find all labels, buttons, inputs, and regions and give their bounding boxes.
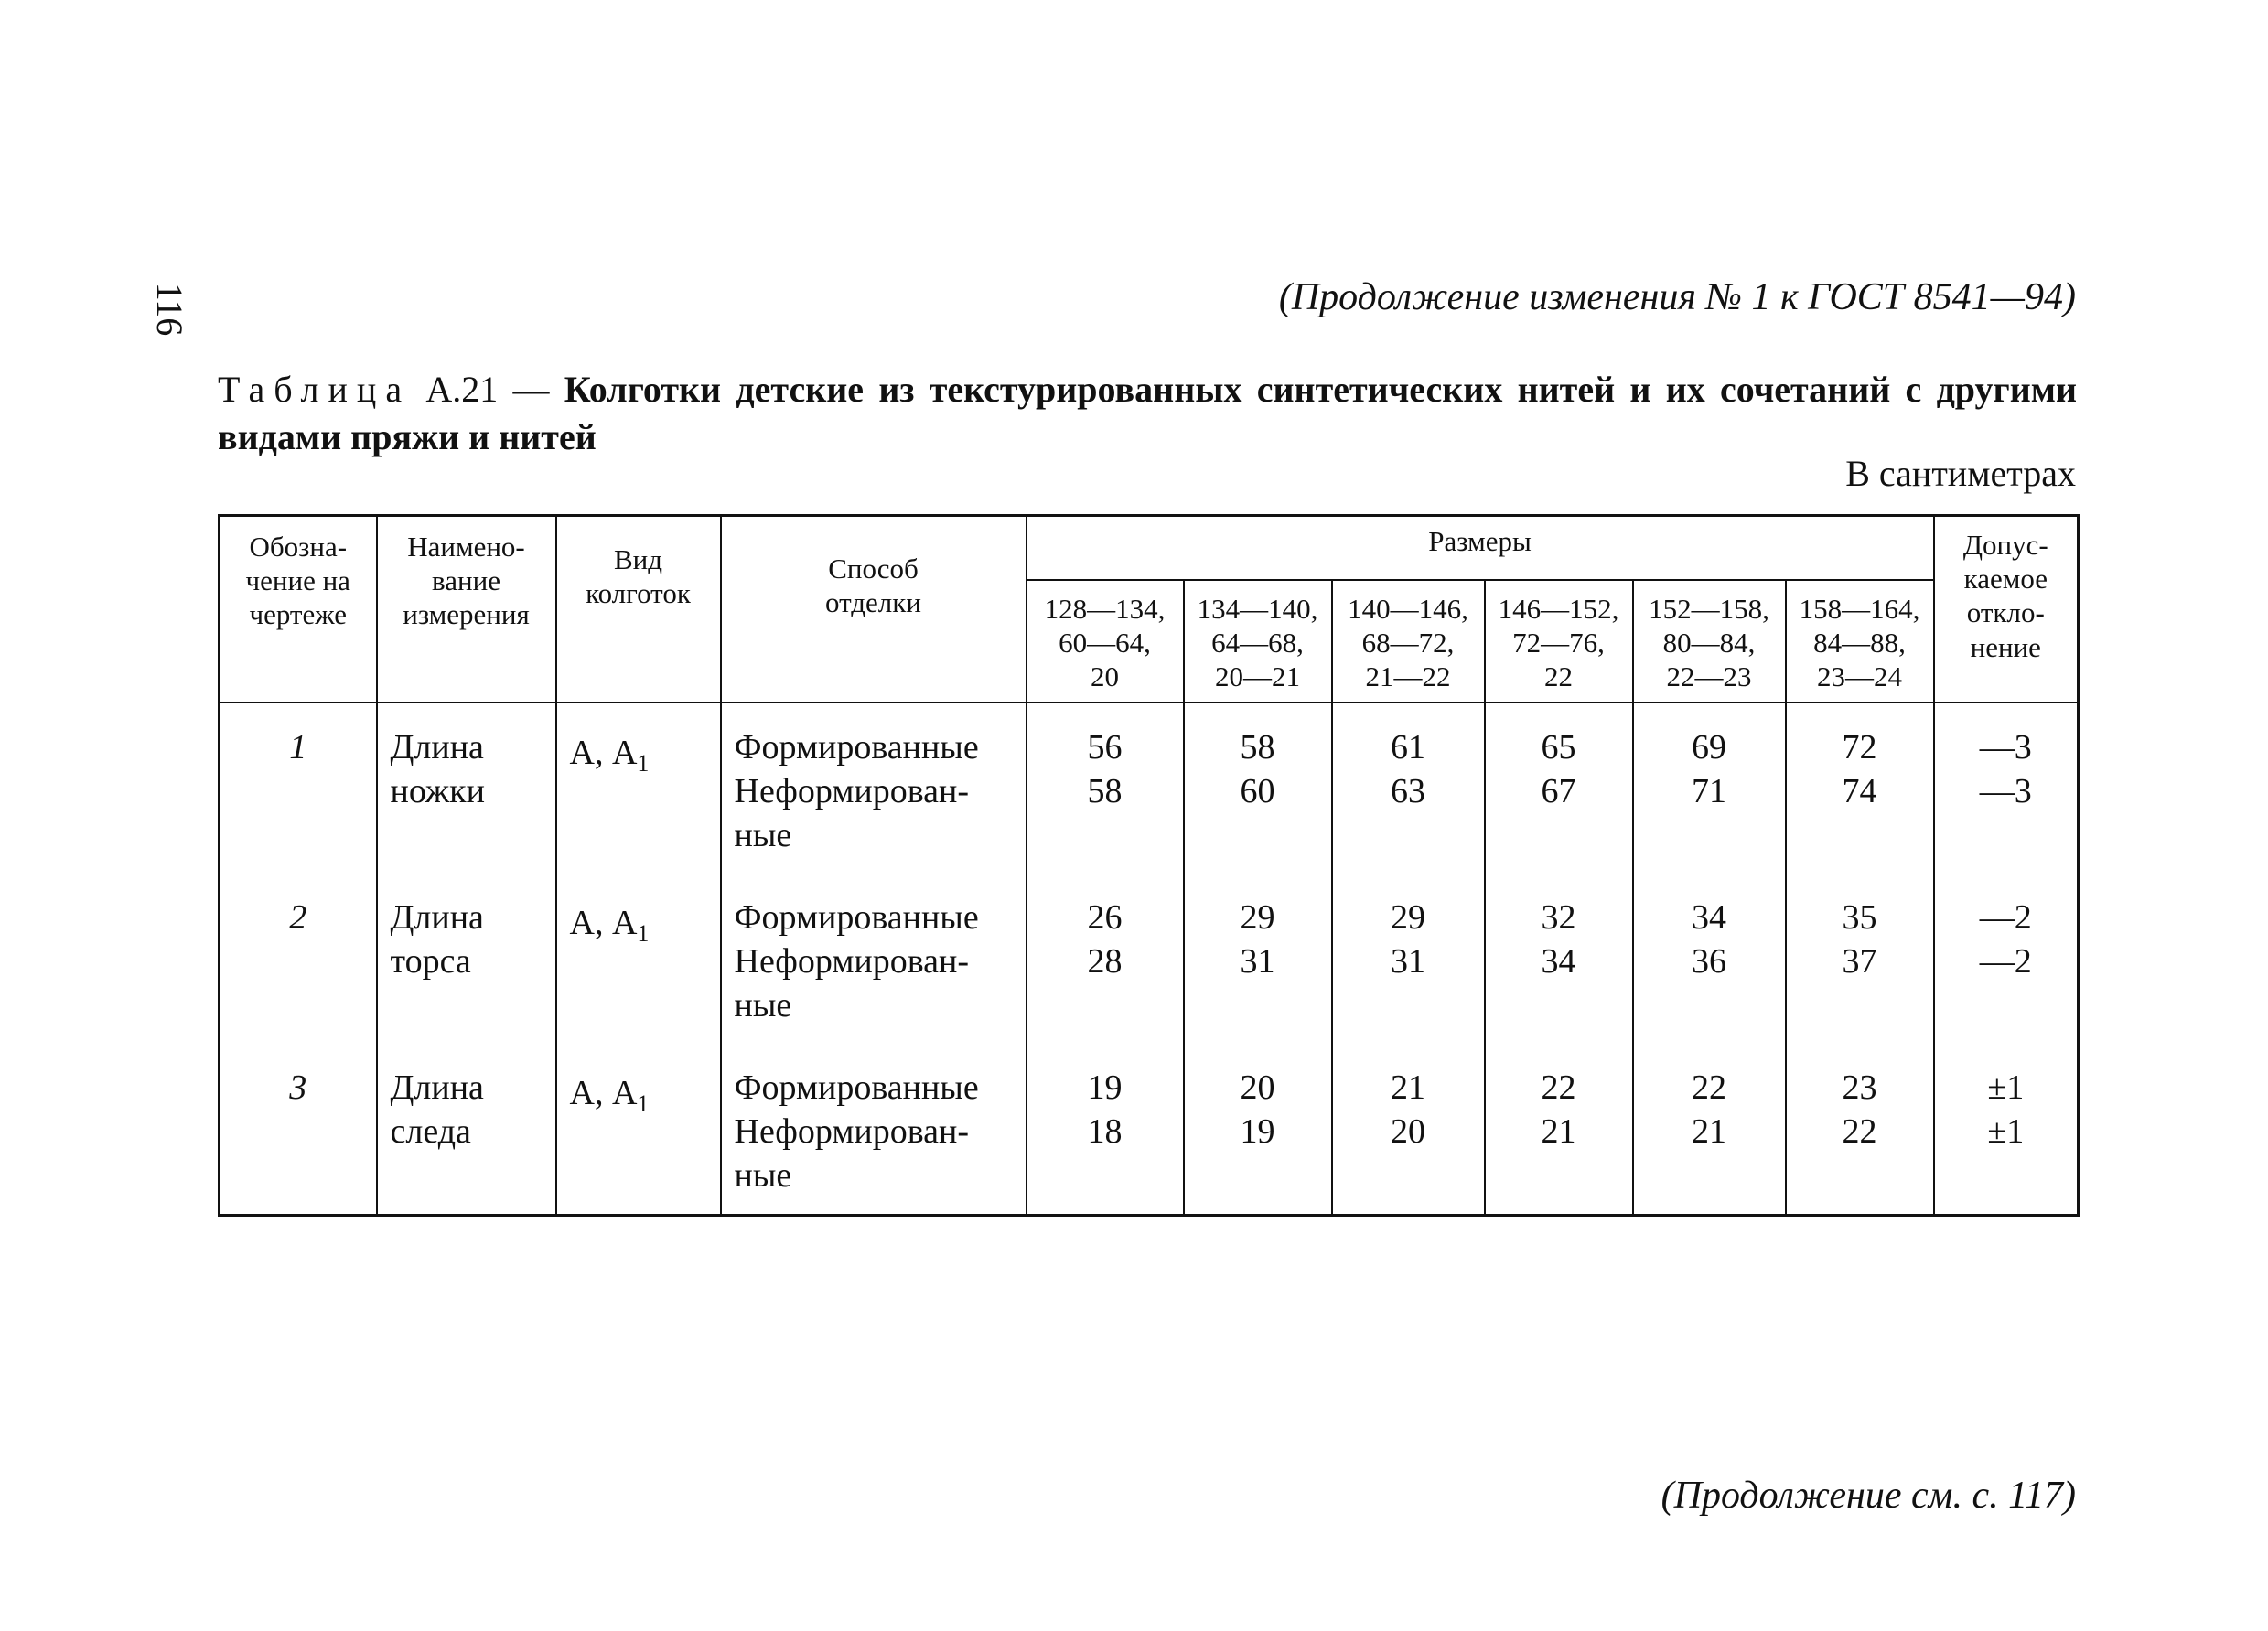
unformed-value: 19 (1240, 1112, 1275, 1151)
formed-value: 20 (1240, 1068, 1275, 1107)
finishing-method-line: Формированные (734, 728, 979, 767)
header-tolerance-line: Допус- (1962, 529, 2048, 561)
formed-value: 23 (1842, 1068, 1877, 1107)
units-note: В сантиметрах (1845, 453, 2076, 494)
size-value-cell (1485, 703, 1633, 874)
size-value-cell (1332, 874, 1485, 1044)
size-value-cell (1786, 1044, 1934, 1216)
unformed-value: 18 (1087, 1112, 1123, 1151)
header-designation-line: чертеже (249, 598, 348, 631)
header-size-line: 84—88, (1813, 627, 1906, 660)
tights-type-text: А, А (569, 904, 638, 942)
formed-value: 61 (1391, 728, 1425, 767)
tights-type-subscript: 1 (637, 750, 650, 777)
tights-type-cell (556, 703, 721, 874)
header-size-line: 140—146, (1348, 593, 1468, 625)
tights-type-text: А, А (569, 1074, 638, 1112)
header-size-column (1332, 580, 1485, 703)
size-value-cell (1027, 703, 1184, 874)
header-size-column (1485, 580, 1633, 703)
header-size-line: 158—164, (1799, 593, 1920, 625)
tolerance-cell (1934, 1044, 2079, 1216)
designation-cell: 2 (220, 874, 377, 1044)
designation-cell: 1 (220, 703, 377, 874)
header-size-column (1184, 580, 1332, 703)
header-sizes: Размеры (1027, 516, 1934, 581)
header-size-line: 22 (1544, 660, 1573, 693)
header-size-line: 20 (1091, 660, 1119, 693)
header-measurement-name-line: вание (432, 564, 500, 597)
header-size-line: 72—76, (1512, 627, 1605, 660)
formed-value: 32 (1541, 898, 1576, 937)
header-finishing-method-line: отделки (825, 586, 921, 619)
table-row (220, 1044, 2079, 1216)
finishing-method-line: Формированные (734, 898, 979, 937)
measurement-name-cell (377, 874, 556, 1044)
measurement-name-line: Длина (390, 898, 484, 937)
table-title-number: А.21 — (425, 369, 550, 410)
size-value-cell (1485, 1044, 1633, 1216)
tights-type-cell (556, 1044, 721, 1216)
unformed-value: 37 (1842, 942, 1877, 981)
header-finishing-method (721, 516, 1027, 703)
finishing-method-line: Формированные (734, 1068, 979, 1107)
tolerance-cell (1934, 874, 2079, 1044)
tolerance-value: —3 (1979, 728, 2032, 767)
header-size-line: 68—72, (1361, 627, 1455, 660)
tolerance-cell (1934, 703, 2079, 874)
continuation-header: (Продолжение изменения № 1 к ГОСТ 8541—94) (1278, 276, 2076, 318)
header-size-line: 80—84, (1662, 627, 1756, 660)
size-value-cell (1027, 1044, 1184, 1216)
size-value-cell (1633, 703, 1786, 874)
tights-type-text: А, А (569, 734, 638, 772)
tolerance-value: ±1 (1987, 1068, 2025, 1107)
unformed-value: 71 (1692, 772, 1726, 810)
header-tolerance-line: откло- (1966, 596, 2045, 629)
size-value-cell (1184, 703, 1332, 874)
header-row (220, 516, 2079, 581)
formed-value: 56 (1087, 728, 1123, 767)
unformed-value: 67 (1541, 772, 1576, 810)
header-measurement-name-line: Наимено- (407, 531, 525, 563)
size-value-cell (1786, 703, 1934, 874)
finishing-method-cell (721, 703, 1027, 874)
formed-value: 72 (1842, 728, 1877, 767)
tights-type-subscript: 1 (637, 920, 650, 947)
size-value-cell (1633, 1044, 1786, 1216)
finishing-method-line: Неформирован- (734, 1112, 969, 1151)
dimensions-table (218, 514, 2080, 1217)
formed-value: 35 (1842, 898, 1877, 937)
size-value-cell (1332, 703, 1485, 874)
tolerance-value: —3 (1979, 772, 2032, 810)
header-measurement-name (377, 516, 556, 703)
formed-value: 29 (1391, 898, 1425, 937)
unformed-value: 34 (1541, 942, 1576, 981)
header-size-line: 128—134, (1044, 593, 1166, 625)
unformed-value: 63 (1391, 772, 1425, 810)
header-size-column (1027, 580, 1184, 703)
header-finishing-method-line: Способ (828, 553, 919, 585)
header-tolerance (1934, 516, 2079, 703)
header-tolerance-line: нение (1970, 630, 2041, 663)
unformed-value: 31 (1240, 942, 1275, 981)
unformed-value: 58 (1087, 772, 1123, 810)
measurement-name-line: Длина (390, 1068, 484, 1107)
header-size-line: 60—64, (1059, 627, 1151, 660)
formed-value: 58 (1240, 728, 1275, 767)
measurement-name-line: Длина (390, 728, 484, 767)
unformed-value: 22 (1842, 1112, 1877, 1151)
table-title-text: Колготки детские из текстурированных синтетических нитей и их сочетаний с другими видами пряжи и нитей (218, 369, 2078, 457)
size-value-cell (1184, 874, 1332, 1044)
header-designation-line: чение на (245, 564, 350, 597)
measurement-name-cell (377, 703, 556, 874)
header-size-line: 64—68, (1211, 627, 1304, 660)
header-size-column (1786, 580, 1934, 703)
measurement-name-cell (377, 1044, 556, 1216)
size-value-cell (1485, 874, 1633, 1044)
tolerance-value: ±1 (1987, 1112, 2025, 1151)
header-size-line: 152—158, (1649, 593, 1769, 625)
measurement-name-line: торса (390, 942, 471, 981)
tights-type-subscript: 1 (637, 1090, 650, 1117)
tolerance-value: —2 (1979, 942, 2032, 981)
measurement-name-line: ножки (390, 772, 485, 810)
unformed-value: 36 (1692, 942, 1726, 981)
formed-value: 34 (1692, 898, 1726, 937)
header-tights-type-line: Вид (613, 543, 663, 575)
header-size-column (1633, 580, 1786, 703)
tolerance-value: —2 (1979, 898, 2032, 937)
header-tights-type-line: колготок (586, 577, 691, 610)
header-designation-line: Обозна- (249, 531, 348, 563)
size-value-cell (1332, 1044, 1485, 1216)
finishing-method-cell (721, 874, 1027, 1044)
header-size-line: 20—21 (1215, 660, 1300, 693)
header-tolerance-line: каемое (1963, 563, 2048, 596)
header-designation (220, 516, 377, 703)
formed-value: 19 (1087, 1068, 1123, 1107)
formed-value: 69 (1692, 728, 1726, 767)
unformed-value: 28 (1087, 942, 1123, 981)
header-size-line: 134—140, (1197, 593, 1318, 625)
unformed-value: 60 (1240, 772, 1275, 810)
header-size-line: 146—152, (1498, 593, 1619, 625)
finishing-method-line: ные (734, 986, 792, 1025)
measurement-name-line: следа (390, 1112, 471, 1151)
page-number: 116 (149, 282, 190, 337)
formed-value: 22 (1692, 1068, 1726, 1107)
table-row (220, 703, 2079, 874)
unformed-value: 21 (1692, 1112, 1726, 1151)
size-value-cell (1184, 1044, 1332, 1216)
formed-value: 65 (1541, 728, 1576, 767)
size-value-cell (1786, 874, 1934, 1044)
unformed-value: 21 (1541, 1112, 1576, 1151)
unformed-value: 74 (1842, 772, 1877, 810)
finishing-method-cell (721, 1044, 1027, 1216)
table-title-label: Таблица (218, 369, 412, 410)
table-title (218, 366, 2077, 461)
header-size-line: 23—24 (1817, 660, 1903, 693)
header-size-line: 22—23 (1666, 660, 1752, 693)
formed-value: 21 (1391, 1068, 1425, 1107)
size-value-cell (1633, 874, 1786, 1044)
formed-value: 22 (1541, 1068, 1576, 1107)
unformed-value: 20 (1391, 1112, 1425, 1151)
header-measurement-name-line: измерения (403, 598, 530, 631)
finishing-method-line: Неформирован- (734, 772, 969, 810)
unformed-value: 31 (1391, 942, 1425, 981)
formed-value: 26 (1087, 898, 1123, 937)
size-value-cell (1027, 874, 1184, 1044)
table-row (220, 874, 2079, 1044)
tights-type-cell (556, 874, 721, 1044)
designation-cell: 3 (220, 1044, 377, 1216)
finishing-method-line: ные (734, 1156, 792, 1195)
finishing-method-line: ные (734, 816, 792, 854)
finishing-method-line: Неформирован- (734, 942, 969, 981)
header-tights-type (556, 516, 721, 703)
header-size-line: 21—22 (1365, 660, 1451, 693)
formed-value: 29 (1240, 898, 1275, 937)
continued-footer: (Продолжение см. с. 117) (1661, 1475, 2076, 1517)
